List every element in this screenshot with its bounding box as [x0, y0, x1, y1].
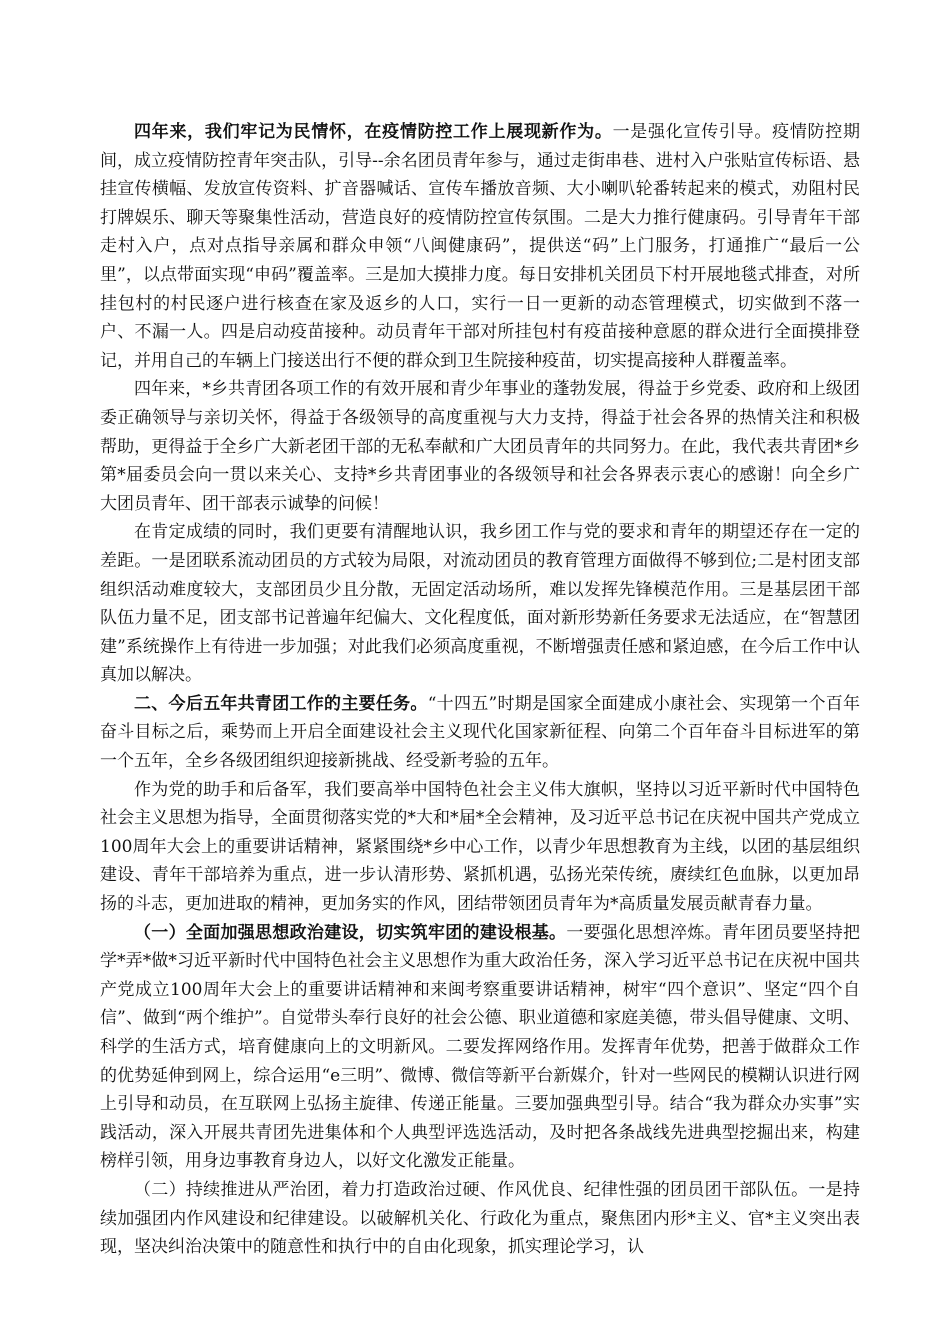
paragraph-body: 作为党的助手和后备军，我们要高举中国特色社会主义伟大旗帜，坚持以习近平新时代中国特色社会主义思想为指导，全面贯彻落实党的*大和*届*全会精神，及习近平总书记在庆祝中国共产党成立100周年大会上的重要讲话精神，紧紧围绕*乡中心工作，以青少年思想教育为主线，以团的基层组织建设、青年干部培养为重点，进一步认清形势、紧抓机遇，弘扬光荣传统，赓续红色血脉，以更加昂扬的斗志，更加进取的精神，更加务实的作风，团结带领团员青年为*高质量发展贡献青春力量。 — [100, 779, 860, 915]
subsection-heading-political-building: （一）全面加强思想政治建设，切实筑牢团的建设根基。 — [134, 922, 567, 943]
paragraph-body: 一是强化宣传引导。疫情防控期间，成立疫情防控青年突击队，引导--余名团员青年参与，通过走街串巷、进村入户张贴宣传标语、悬挂宣传横幅、发放宣传资料、扩音器喊话、宣传车播放音频、大小喇叭轮番转起来的模式，劝阻村民打牌娱乐、聊天等聚集性活动，营造良好的疫情防控宣传氛围。二是大力推行健康码。引导青年干部走村入户，点对点指导亲属和群众申领“八闽健康码”，提供送“码”上门服务，打通推广“最后一公里”，以点带面实现“申码”覆盖率。三是加大摸排力度。每日安排机关团员下村开展地毯式排查，对所挂包村的村民逐户进行核查在家及返乡的人口，实行一日一更新的动态管理模式，切实做到不落一户、不漏一人。四是启动疫苗接种。动员青年干部对所挂包村有疫苗接种意愿的群众进行全面摸排登记，并用自己的车辆上门接送出行不便的群众到卫生院接种疫苗，切实提高接种人群覆盖率。 — [100, 122, 861, 371]
section-heading-main-tasks: 二、今后五年共青团工作的主要任务。 — [134, 693, 428, 714]
paragraph-main-tasks — [100, 690, 860, 776]
paragraph-strict-governance — [100, 1176, 860, 1262]
paragraph-body: 一要强化思想淬炼。青年团员要坚持把学*弄*做*习近平新时代中国特色社会主义思想作为重大政治任务，深入学习近平总书记在庆祝中国共产党成立100周年大会上的重要讲话精神和来闽考察重要讲话精神，树牢“四个意识”、坚定“四个自信”、做到“两个维护”。自觉带头奉行良好的社会公德、职业道德和家庭美德，带头倡导健康、文明、科学的生活方式，培育健康向上的文明新风。二要发挥网络作用。发挥青年优势，把善于做群众工作的优势延伸到网上，综合运用“e三明”、微博、微信等新平台新媒介，针对一些网民的模糊认识进行网上引导和动员，在互联网上弘扬主旋律、传递正能量。三要加强典型引导。结合“我为群众办实事”实践活动，深入开展共青团先进集体和个人典型评选选活动，及时把各条战线先进典型挖掘出来，构建榜样引领，用身边事教育身边人，以好文化激发正能量。 — [100, 922, 861, 1172]
paragraph-political-building — [100, 919, 860, 1176]
paragraph-acknowledgements — [100, 375, 860, 518]
paragraph-body: （二）持续推进从严治团，着力打造政治过硬、作风优良、纪律性强的团员团干部队伍。一是持续加强团内作风建设和纪律建设。以破解机关化、行政化为重点，聚焦团内形*主义、官*主义突出表现，坚决纠治决策中的随意性和执行中的自由化现象，抓实理论学习，认 — [100, 1179, 860, 1258]
paragraph-body: “十四五”时期是国家全面建成小康社会、实现第一个百年奋斗目标之后，乘势而上开启全面建设社会主义现代化国家新征程、向第二个百年奋斗目标进军的第一个五年，全乡各级团组织迎接新挑战、经受新考验的五年。 — [100, 693, 860, 772]
paragraph-epidemic-prevention — [100, 118, 860, 375]
paragraph-lead-heading: 四年来，我们牢记为民情怀，在疫情防控工作上展现新作为。 — [134, 122, 613, 142]
paragraph-body: 在肯定成绩的同时，我们更要有清醒地认识，我乡团工作与党的要求和青年的期望还存在一定的差距。一是团联系流动团员的方式较为局限，对流动团员的教育管理方面做得不够到位;二是村团支部组织活动难度较大，支部团员少且分散，无固定活动场所，难以发挥先锋模范作用。三是基层团干部队伍力量不足，团支部书记普遍年纪偏大、文化程度低，面对新形势新任务要求无法适应，在“智慧团建”系统操作上有待进一步加强；对此我们必须高度重视，不断增强责任感和紧迫感，在今后工作中认真加以解决。 — [100, 522, 860, 686]
paragraph-guiding-thought — [100, 776, 860, 919]
paragraph-shortcomings — [100, 518, 860, 690]
document-page — [100, 118, 860, 1262]
paragraph-body: 四年来，*乡共青团各项工作的有效开展和青少年事业的蓬勃发展，得益于乡党委、政府和上级团委正确领导与亲切关怀，得益于各级领导的高度重视与大力支持，得益于社会各界的热情关注和积极帮助，更得益于全乡广大新老团干部的无私奉献和广大团员青年的共同努力。在此，我代表共青团*乡第*届委员会向一贯以来关心、支持*乡共青团事业的各级领导和社会各界表示衷心的感谢！向全乡广大团员青年、团干部表示诚挚的问候！ — [100, 379, 860, 514]
